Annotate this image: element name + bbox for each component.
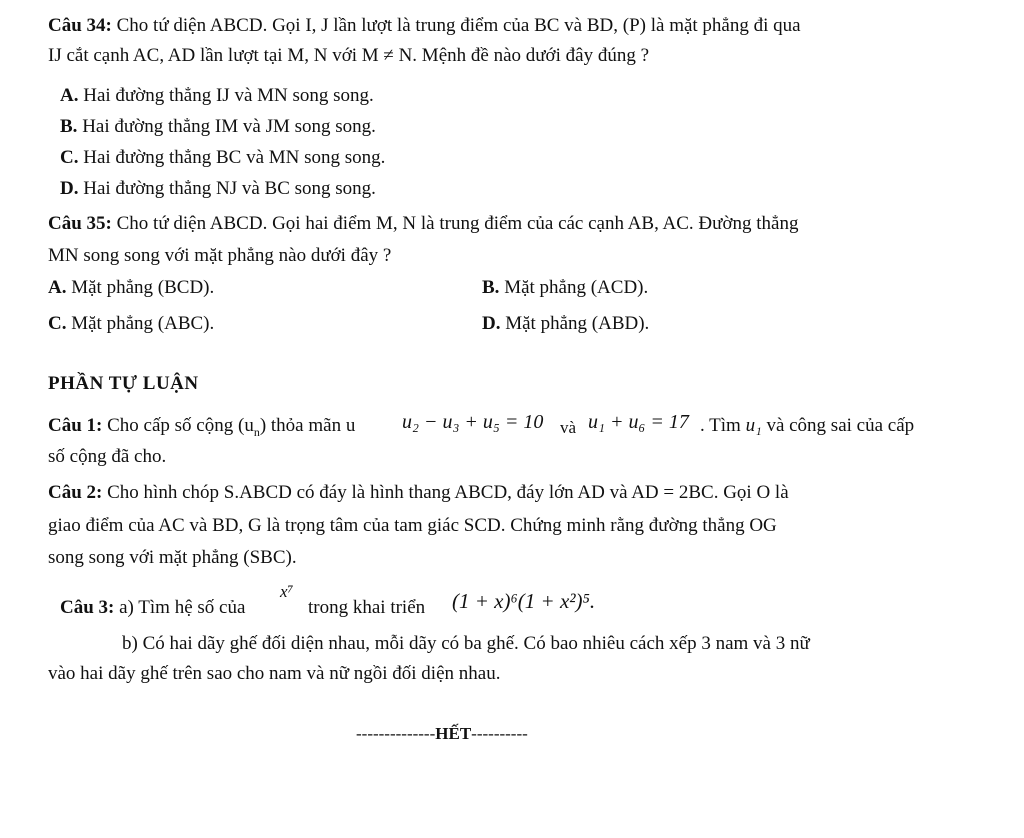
q35-option-a xyxy=(48,276,214,300)
q35-option-b xyxy=(482,276,648,300)
q34-option-b xyxy=(60,115,376,139)
option-text: Hai đường thẳng NJ và BC song song. xyxy=(83,178,376,199)
q35-option-d xyxy=(482,312,649,336)
c3-label: Câu 3: xyxy=(60,597,115,618)
c1-line2: số cộng đã cho. xyxy=(48,446,167,467)
q34-option-a xyxy=(60,84,374,108)
c1-equation-2: u₁ + u₆ = 17 xyxy=(588,411,689,433)
c1-word-va: và xyxy=(560,418,577,437)
c1-text-d xyxy=(700,414,914,438)
end-dashes-right: ---------- xyxy=(471,724,528,743)
option-key: B. xyxy=(482,277,500,298)
end-text: HẾT xyxy=(435,724,472,743)
q34-line1 xyxy=(48,14,801,38)
option-text: Hai đường thẳng IJ và MN song song. xyxy=(83,85,374,106)
option-key: A. xyxy=(60,85,79,106)
option-key: A. xyxy=(48,277,67,298)
option-key: D. xyxy=(60,178,79,199)
c1-equation-1: u₂ − u₃ + u₅ = 10 xyxy=(402,411,544,433)
c3-expression: (1 + x)⁶(1 + x²)⁵. xyxy=(452,589,596,613)
c1-label: Câu 1: xyxy=(48,415,103,436)
c2-line2: giao điểm của AC và BD, G là trọng tâm của tam giác SCD. Chứng minh rằng đường thẳng OG xyxy=(48,515,777,536)
q34-line2: IJ cắt cạnh AC, AD lần lượt tại M, N với M ≠ N. Mệnh đề nào dưới đây đúng ? xyxy=(48,45,649,66)
c2-line3: song song với mặt phẳng (SBC). xyxy=(48,547,297,568)
c3-part-a-1: a) Tìm hệ số của xyxy=(119,597,246,618)
option-key: C. xyxy=(48,313,67,334)
option-text: Mặt phẳng (BCD). xyxy=(71,277,215,298)
option-text: Hai đường thẳng BC và MN song song. xyxy=(83,147,386,168)
c2-label: Câu 2: xyxy=(48,482,103,503)
option-key: D. xyxy=(482,313,501,334)
c3-part-b-1: b) Có hai dãy ghế đối diện nhau, mỗi dãy có ba ghế. Có bao nhiêu cách xếp 3 nam và 3 nữ xyxy=(122,633,810,654)
section-title: PHẦN TỰ LUẬN xyxy=(48,373,199,394)
c3-term: x⁷ xyxy=(280,582,294,601)
q35-line2: MN song song với mặt phẳng nào dưới đây ? xyxy=(48,245,392,266)
c1-tail: và công sai của cấp xyxy=(766,415,915,436)
c1-u1: u₁ xyxy=(745,415,762,436)
c1-line1 xyxy=(48,414,355,444)
c3-part-b-2: vào hai dãy ghế trên sao cho nam và nữ ngồi đối diện nhau. xyxy=(48,663,501,684)
q34-label: Câu 34: xyxy=(48,15,112,36)
q35-stem-1: Cho tứ diện ABCD. Gọi hai điểm M, N là trung điểm của các cạnh AB, AC. Đường thẳng xyxy=(116,213,799,234)
q35-line1 xyxy=(48,212,798,236)
end-marker xyxy=(356,722,528,746)
end-dashes-left: -------------- xyxy=(356,724,436,743)
c3-part-a-2: trong khai triển xyxy=(308,597,426,618)
c3-line1 xyxy=(60,596,245,620)
q34-option-c xyxy=(60,146,385,170)
q35-option-c xyxy=(48,312,214,336)
option-key: B. xyxy=(60,116,78,137)
q34-stem-1: Cho tứ diện ABCD. Gọi I, J lần lượt là trung điểm của BC và BD, (P) là mặt phẳng đi qua xyxy=(116,15,801,36)
c1-tim: . Tìm xyxy=(700,415,741,436)
c2-stem-1: Cho hình chóp S.ABCD có đáy là hình thang ABCD, đáy lớn AD và AD = 2BC. Gọi O là xyxy=(107,482,789,503)
q34-option-d xyxy=(60,177,376,201)
c1-text-a-sub: n xyxy=(253,424,260,439)
c1-text-a: Cho cấp số cộng (u xyxy=(107,415,254,436)
c1-text-b: ) thỏa mãn u xyxy=(259,415,356,436)
option-text: Mặt phẳng (ABD). xyxy=(505,313,650,334)
c2-line1 xyxy=(48,481,789,505)
q35-label: Câu 35: xyxy=(48,213,112,234)
option-text: Hai đường thẳng IM và JM song song. xyxy=(82,116,376,137)
option-key: C. xyxy=(60,147,79,168)
option-text: Mặt phẳng (ABC). xyxy=(71,313,215,334)
option-text: Mặt phẳng (ACD). xyxy=(504,277,649,298)
